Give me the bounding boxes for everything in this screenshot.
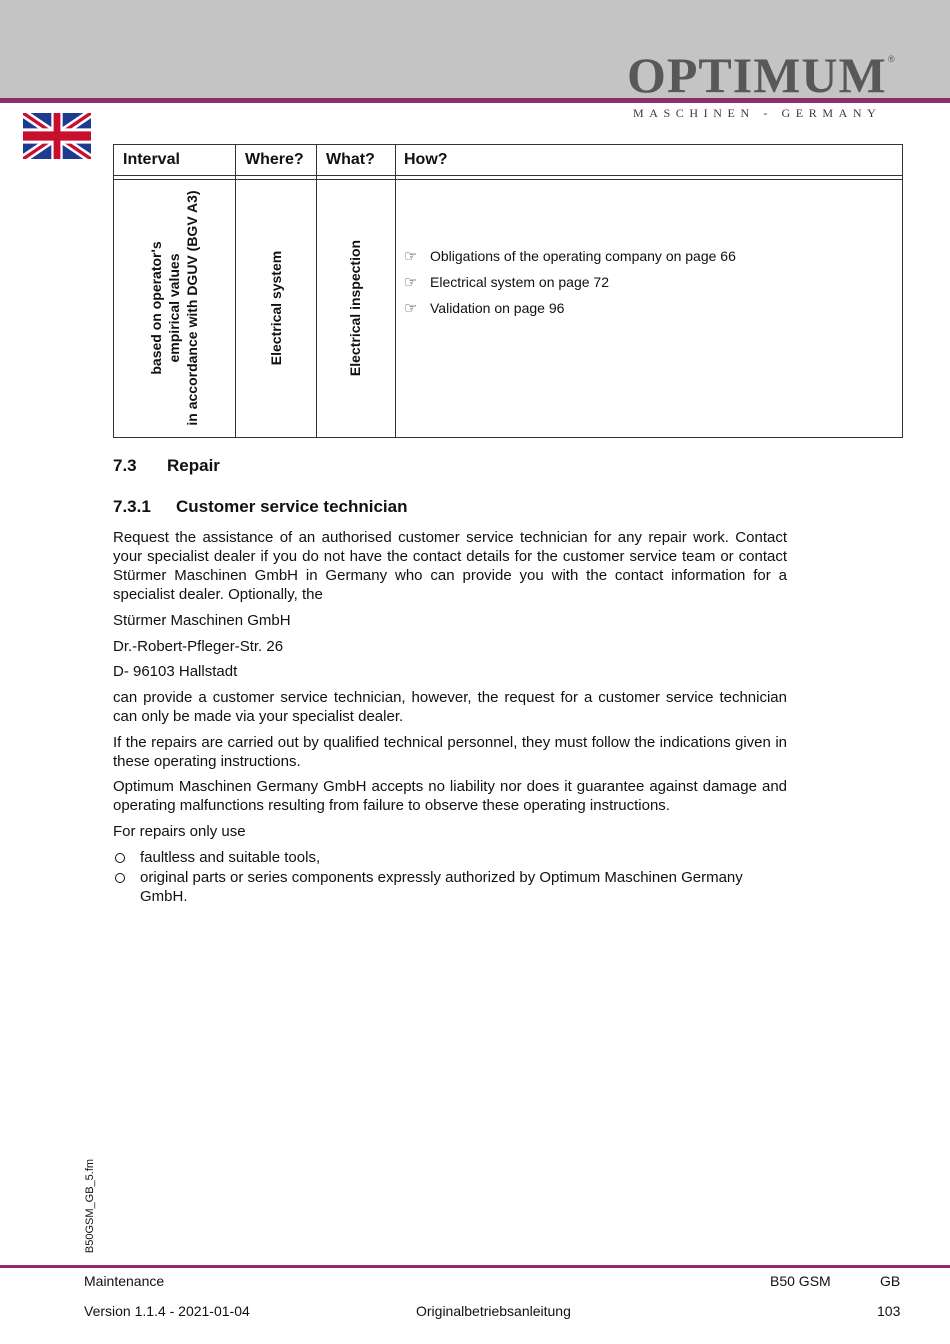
logo-registered-mark: ®	[888, 54, 895, 64]
section-number: 7.3	[113, 456, 137, 475]
bullet-circle-icon	[115, 873, 125, 883]
table-header-how: How?	[404, 151, 448, 168]
paragraph-provide-technician: can provide a customer service technician, however, the request for a customer service technician can only be made via your specialist dealer.	[113, 689, 787, 725]
section-title: Customer service technician	[176, 497, 408, 516]
address-city: D- 96103 Hallstadt	[113, 663, 238, 680]
how-cell	[404, 245, 736, 323]
list-item	[113, 868, 787, 906]
where-cell: Electrical system	[268, 250, 284, 366]
optimum-logo: OPTIMUM	[627, 47, 887, 103]
table-col-divider	[395, 145, 396, 437]
interval-cell	[147, 190, 201, 425]
bullet-circle-icon	[115, 853, 125, 863]
footer-rule	[0, 1265, 950, 1268]
pointing-hand-icon: ☞	[404, 274, 418, 291]
address-company: Stürmer Maschinen GmbH	[113, 612, 291, 629]
pointing-hand-icon: ☞	[404, 248, 418, 265]
logo-tagline: MASCHINEN - GERMANY	[633, 106, 882, 120]
list-item-text: original parts or series components expressly authorized by Optimum Maschinen Germany GmbH.	[140, 869, 743, 905]
how-reference-text: Validation on page 96	[430, 300, 565, 316]
table-col-divider	[235, 145, 236, 437]
paragraph-liability: Optimum Maschinen Germany GmbH accepts no liability nor does it guarantee against damage and operating malfunctions resulting from failure to observe these operating instructions.	[113, 778, 787, 814]
footer-version: Version 1.1.4 - 2021-01-04	[84, 1303, 250, 1319]
paragraph-repairs-use: For repairs only use	[113, 823, 246, 840]
interval-line: based on operator's	[148, 241, 164, 375]
how-reference-text: Obligations of the operating company on page 66	[430, 248, 736, 264]
footer-document-type: Originalbetriebsanleitung	[416, 1303, 571, 1319]
table-header-rule	[114, 179, 902, 180]
section-title: Repair	[167, 456, 220, 475]
table-header-what: What?	[326, 151, 375, 168]
footer-model: B50 GSM	[770, 1273, 831, 1289]
table-header-where: Where?	[245, 151, 304, 168]
interval-line: empirical values	[166, 253, 182, 363]
document-file-id: B50GSM_GB_5.fm	[84, 1158, 96, 1254]
section-heading-customer-service	[113, 497, 407, 517]
table-header-interval: Interval	[123, 151, 180, 168]
how-reference-text: Electrical system on page 72	[430, 274, 609, 290]
section-heading-repair	[113, 456, 220, 476]
section-number: 7.3.1	[113, 497, 151, 516]
table-header-rule	[114, 175, 902, 176]
footer-section: Maintenance	[84, 1273, 165, 1289]
paragraph-request-assistance: Request the assistance of an authorised customer service technician for any repair work. Contact your specialist dealer if you do not have the contact details for the customer service team or contact Stürmer Maschinen GmbH in Germany who can provide you with the contact information for a specialist dealer. Optionally, the	[113, 529, 787, 603]
how-reference-link[interactable]	[404, 297, 736, 323]
footer-language: GB	[880, 1273, 901, 1289]
table-col-divider	[316, 145, 317, 437]
list-item-text: faultless and suitable tools,	[140, 849, 321, 866]
list-item	[113, 848, 787, 867]
maintenance-table	[113, 144, 903, 438]
what-cell: Electrical inspection	[347, 239, 363, 377]
pointing-hand-icon: ☞	[404, 300, 418, 317]
how-reference-link[interactable]	[404, 271, 736, 297]
uk-flag-icon	[23, 113, 91, 159]
address-street: Dr.-Robert-Pfleger-Str. 26	[113, 638, 284, 655]
footer-page-number: 103	[877, 1303, 901, 1319]
paragraph-qualified-personnel: If the repairs are carried out by qualified technical personnel, they must follow the indications given in these operating instructions.	[113, 734, 787, 770]
how-reference-link[interactable]	[404, 245, 736, 271]
interval-line: in accordance with DGUV (BGV A3)	[184, 190, 200, 426]
